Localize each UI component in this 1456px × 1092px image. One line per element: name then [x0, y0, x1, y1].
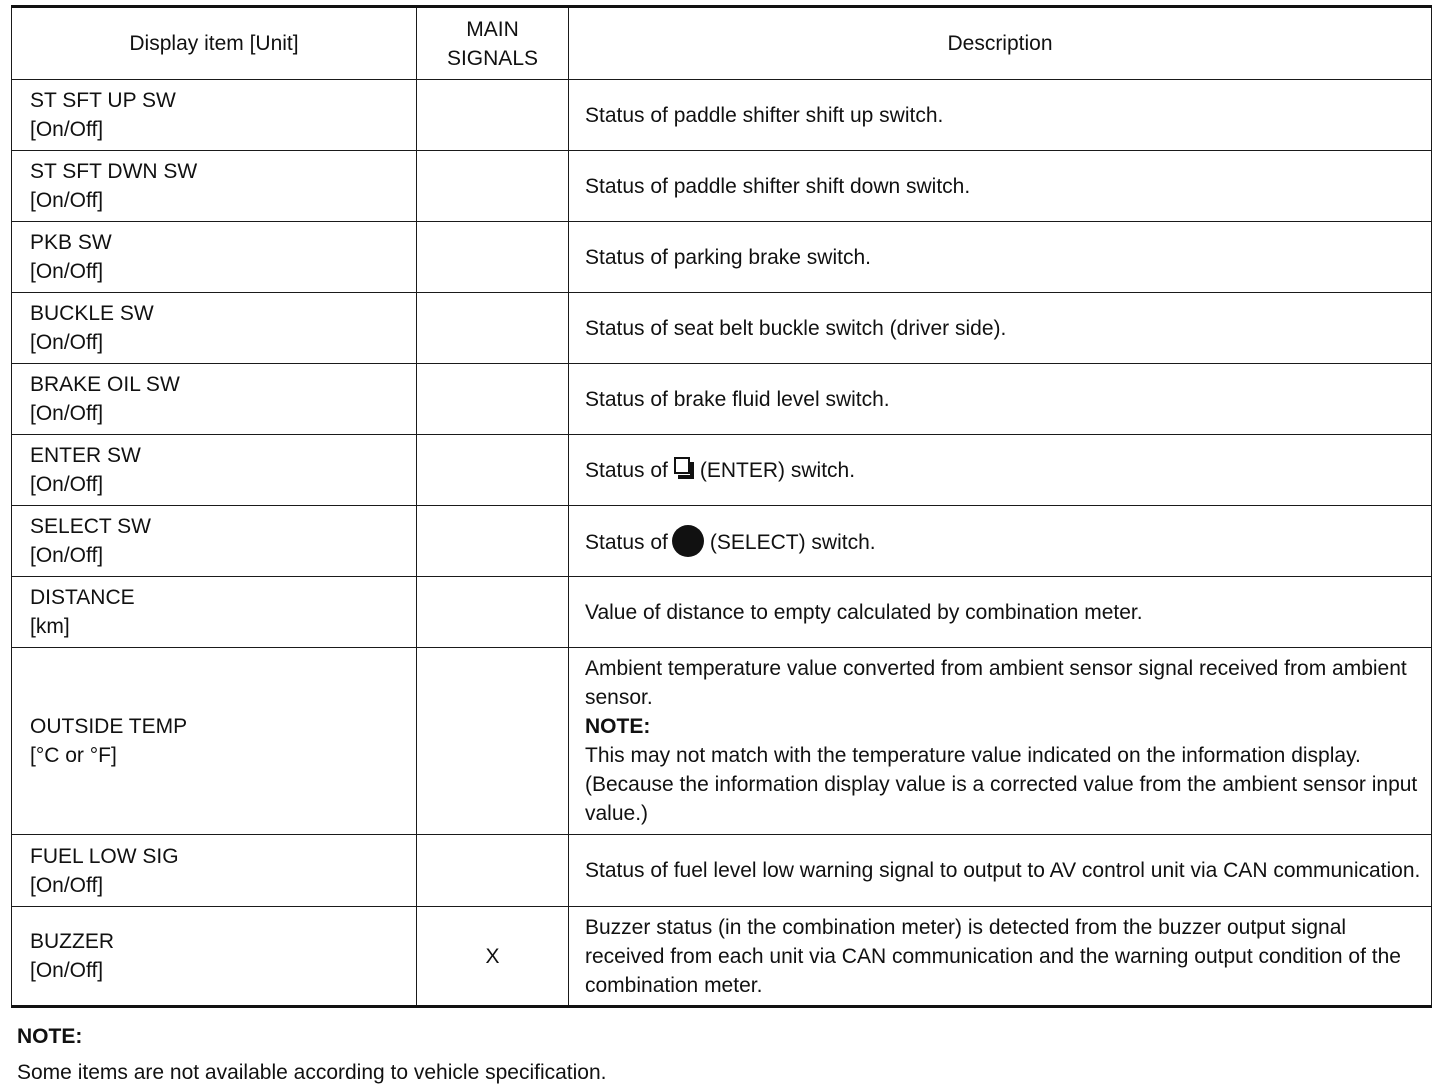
description-cell [569, 435, 1432, 506]
description-cell: Value of distance to empty calculated by combination meter. [569, 577, 1432, 648]
description-cell: Status of brake fluid level switch. [569, 364, 1432, 435]
item-cell [12, 364, 417, 435]
item-cell [12, 222, 417, 293]
table-row [12, 506, 1432, 577]
table-header-row [12, 7, 1432, 80]
table-row [12, 907, 1432, 1007]
table-row [12, 222, 1432, 293]
item-name: BUCKLE SW [30, 302, 154, 325]
display-item-table [11, 5, 1432, 1008]
item-name: PKB SW [30, 231, 112, 254]
item-name: ST SFT DWN SW [30, 160, 198, 183]
description-cell [569, 648, 1432, 835]
header-description: Description [569, 7, 1432, 80]
item-name: ST SFT UP SW [30, 89, 176, 112]
item-unit: [On/Off] [30, 544, 104, 567]
item-unit: [On/Off] [30, 118, 104, 141]
description-text-before: Status of [585, 458, 668, 482]
enter-icon [674, 457, 694, 479]
description-cell: Status of seat belt buckle switch (driver side). [569, 293, 1432, 364]
description-text: Ambient temperature value converted from ambient sensor signal received from ambient sensor. [585, 657, 1407, 709]
item-unit: [On/Off] [30, 189, 104, 212]
description-cell: Status of paddle shifter shift up switch. [569, 80, 1432, 151]
note-label: NOTE: [585, 715, 651, 738]
item-name: DISTANCE [30, 586, 135, 609]
main-signal-cell [417, 648, 569, 835]
item-unit: [km] [30, 615, 70, 638]
table-row [12, 835, 1432, 907]
main-signal-cell [417, 293, 569, 364]
description-text-after: (ENTER) switch. [699, 458, 856, 482]
item-cell [12, 907, 417, 1007]
footer-note-label: NOTE: [17, 1025, 83, 1048]
table-row [12, 151, 1432, 222]
table-row [12, 293, 1432, 364]
select-icon [672, 525, 704, 557]
main-signal-cell [417, 835, 569, 907]
description-cell: Buzzer status (in the combination meter) is detected from the buzzer output signal received from each unit via CAN communication and the warning output condition of the combination meter. [569, 907, 1432, 1007]
item-cell [12, 835, 417, 907]
item-name: OUTSIDE TEMP [30, 715, 188, 738]
item-name: BRAKE OIL SW [30, 373, 180, 396]
item-unit: [On/Off] [30, 873, 104, 897]
item-cell [12, 151, 417, 222]
item-cell [12, 293, 417, 364]
table-row [12, 648, 1432, 835]
footer-note-text: Some items are not available according to vehicle specification. [17, 1061, 607, 1084]
main-signal-cell [417, 151, 569, 222]
main-signal-cell: X [417, 907, 569, 1007]
description-text-after: (SELECT) switch. [709, 531, 876, 554]
table-row [12, 435, 1432, 506]
description-cell: Status of paddle shifter shift down switch. [569, 151, 1432, 222]
header-display-item: Display item [Unit] [12, 7, 417, 80]
item-cell [12, 648, 417, 835]
table-row [12, 364, 1432, 435]
description-cell [569, 506, 1432, 577]
description-cell: Status of parking brake switch. [569, 222, 1432, 293]
main-signal-cell [417, 364, 569, 435]
table-row [12, 80, 1432, 151]
header-main-signals-line2: SIGNALS [446, 46, 539, 70]
item-cell [12, 80, 417, 151]
item-unit: [On/Off] [30, 260, 104, 283]
main-signal-cell [417, 577, 569, 648]
main-signal-cell [417, 506, 569, 577]
description-text-before: Status of [585, 531, 668, 554]
main-signal-cell [417, 222, 569, 293]
item-cell [12, 435, 417, 506]
item-cell [12, 577, 417, 648]
header-main-signals [417, 7, 569, 80]
item-unit: [On/Off] [30, 402, 104, 425]
description-cell: Status of fuel level low warning signal to output to AV control unit via CAN communication. [569, 835, 1432, 907]
main-signal-cell [417, 80, 569, 151]
item-unit: [On/Off] [30, 331, 104, 354]
item-name: ENTER SW [30, 444, 141, 467]
header-main-signals-line1: MAIN [466, 17, 519, 41]
item-name: SELECT SW [30, 515, 151, 538]
note-text: This may not match with the temperature value indicated on the information display. (Because the information display value is a corrected value from the ambient sensor input value.) [585, 744, 1418, 825]
main-signal-cell [417, 435, 569, 506]
item-unit: [On/Off] [30, 473, 104, 496]
table-row [12, 577, 1432, 648]
item-cell [12, 506, 417, 577]
item-unit: [On/Off] [30, 959, 104, 982]
item-name: BUZZER [30, 930, 114, 953]
item-unit: [°C or °F] [30, 744, 117, 767]
item-name: FUEL LOW SIG [30, 844, 179, 868]
